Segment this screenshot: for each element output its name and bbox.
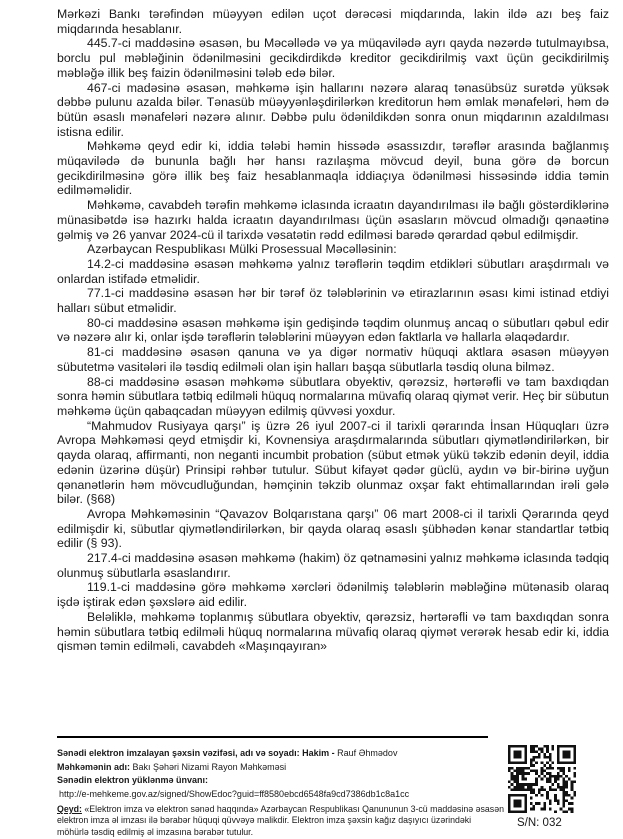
- paragraph: Beləliklə, məhkəmə toplanmış sübutlara obyektiv, qərəzsiz, hərtərəfli və tam baxdıqdan sonra həmin sübutlara tətbiq edilməli hüquq normalarına müvafiq olaraq qiymət verərək hesab edir ki, iddia qismən təmin edilməli, cavabdeh «Maşınqayıran»: [57, 609, 609, 654]
- paragraph: Mərkəzi Bankı tərəfindən müəyyən edilən uçot dərəcəsi miqdarında, lakin ildə azı beş faiz miqdarında hesablanır.: [57, 7, 609, 36]
- signer-value: Rauf Əhmədov: [337, 748, 398, 758]
- qr-code-icon: [508, 745, 576, 813]
- paragraph: 119.1-ci maddəsinə görə məhkəmə xərcləri ödənilmiş tələblərin məbləğinə mütənasib olaraq işdə iştirak edən şəxslərə aid edilir.: [57, 580, 609, 610]
- court-label: Məhkəmənin adı:: [57, 761, 131, 772]
- download-url: http://e-mehkeme.gov.az/signed/ShowEdoc?guid=ff8580ebcd6548fa9cd7386db1c8a1cc: [59, 788, 410, 799]
- paragraph: 81-ci maddəsinə əsasən qanuna və ya digər normativ hüquqi aktlara əsasən müəyyən sübutetmə vasitələri ilə təsdiq edilməli olan işin halları başqa sübutlarla təsdiq oluna bilməz.: [57, 345, 609, 374]
- signature-block: [57, 747, 507, 801]
- paragraph: Məhkəmə, cavabdeh tərəfin məhkəmə iclasında icraatın dayandırılması ilə bağlı göstərdiklərinə münasibətdə isə hazırkı halda icraatın dayandırılması üçün əsasların mövcud olmadığı qənaətinə gəlmiş və 26 yanvar 2024-cü il tarixdə vəsatətin rədd edilməsi barədə qərardad qəbul edilmişdir.: [57, 198, 609, 242]
- paragraph: 467-ci madəsinə əsasən, məhkəmə işin hallarını nəzərə alaraq tənasübsüz surətdə yüksək dəbbə pulunu azalda bilər. Tənasüb müəyyənləşdirilərkən kreditorun həm əmlak mənafeləri, həm də bütün əsaslı mənafeləri nəzərə alınır. Dəbbə pulu ödənildikdən sonra onun miqdarının azaldılması istisna edilir.: [57, 80, 609, 139]
- paragraph: Avropa Məhkəməsinin “Qavazov Bolqarıstana qarşı” 06 mart 2008-ci il tarixli Qərarında qeyd edilmişdir ki, sübutlar qiymətləndirilərkən, bir qayda olaraq əsaslı şübhədən kənar standartlar tətbiq edilir (§ 93).: [57, 506, 609, 551]
- signer-label: Sənədi elektron imzalayan şəxsin vəzifəsi, adı və soyadı: Hakim -: [57, 748, 335, 758]
- paragraph: Azərbaycan Respublikası Mülki Prosessual Məcəlləsinin:: [87, 242, 397, 257]
- note-label: Qeyd:: [57, 804, 82, 814]
- paragraph: 88-ci maddəsinə əsasən məhkəmə sübutlara obyektiv, qərəzsiz, hərtərəfli və tam baxdıqdan sonra həmin sübutlara tətbiq edilməli hüquq normalarına müvafiq olaraq qiymət verir. Heç bir sübutun məhkəmə üçün qabaqcadan müəyyən edilmiş qüvvəsi yoxdur.: [57, 374, 609, 418]
- paragraph: 77.1-ci maddəsinə əsasən hər bir tərəf öz tələblərinin və etirazlarının əsası kimi istinad etdiyi halları sübut etməlidir.: [57, 286, 609, 316]
- paragraph: 80-ci maddəsinə əsasən məhkəmə işin gedişində təqdim olunmuş ancaq o sübutları qəbul edir və nəzərə alır ki, onlar işdə tərəflərin tələblərini müəyyən edən faktlarla və hallarla əlaqədardır.: [57, 315, 609, 345]
- note-text: «Elektron imza və elektron sənəd haqqında» Azərbaycan Respublikası Qanununun 3-cü maddəsinə əsasən elektron imza əl imzası ilə bərabər hüquqi qüvvəyə malikdir. Elektron imza şəxsin kağız daşıyıcı üzərindəki möhürlə təsdiq edilmiş əl imzasına bərabər tutulur.: [57, 804, 504, 837]
- paragraph: Məhkəmə qeyd edir ki, iddia tələbi həmin hissədə əsassızdır, tərəflər arasında bağlanmış müqavilədə də bununla bağlı hər hansı razılaşma mövcud deyil, buna görə də borcun gecikdirilməsinə görə illik beş faiz hesablanmaqla iddiaçıya ödənilməsi hissəsində iddia təmin edilməməlidir.: [57, 139, 609, 198]
- download-url-label: Sənədin elektron yüklənmə ünvanı:: [57, 775, 209, 785]
- serial-number: S/N: 032: [517, 817, 562, 829]
- court-line: [57, 761, 507, 775]
- paragraph: “Mahmudov Rusiyaya qarşı” iş üzrə 26 iyul 2007-ci il tarixli qərarında İnsan Hüquqları üzrə Avropa Məhkəməsi qeyd etmişdir ki, Kovnensiya araşdırmalarında sübutları qiymətləndirilərkən, bir qayda olaraq, affirmanti, non neganti incumbit probation (sübut etmək yükü təkzib edənin deyil, iddia edənin üzərinə düşür) Prinsipi rəhbər tutulur. Sübut kifayət qədər güclü, aydın və bir-birinə uyğun qənanətlərin həm mövcudluğundan, həmçinin təkzib olunmaz oxşar fakt ehtimallarından irəli gələ bilər. (§68): [57, 418, 609, 507]
- paragraph: 14.2-ci maddəsinə əsasən məhkəmə yalnız tərəflərin təqdim etdikləri sübutları araşdırmalı və onlardan istifadə etməlidir.: [57, 256, 609, 286]
- document-body: [57, 7, 609, 654]
- legal-note: [57, 804, 505, 838]
- signature-divider: [57, 736, 488, 738]
- court-value: Bakı Şəhəri Nizami Rayon Məhkəməsi: [132, 761, 287, 772]
- paragraph: 445.7-ci maddəsinə əsasən, bu Məcəllədə və ya müqavilədə ayrı qayda nəzərdə tutulmayıbsa, borclu pul məbləğinin ödənilməsini gecikdirdikdə kreditor gecikdirilmiş vaxt üçün gecikdirilmiş məbləğə illik beş faizin ödənilməsini tələb edə bilər.: [57, 36, 609, 80]
- paragraph: 217.4-ci maddəsinə əsasən məhkəmə (hakim) öz qətnaməsini yalnız məhkəmə iclasında tədqiq olunmuş sübutlarla əsaslandırır.: [57, 551, 609, 580]
- signer-line: [57, 747, 507, 761]
- download-url-label-line: [57, 774, 507, 788]
